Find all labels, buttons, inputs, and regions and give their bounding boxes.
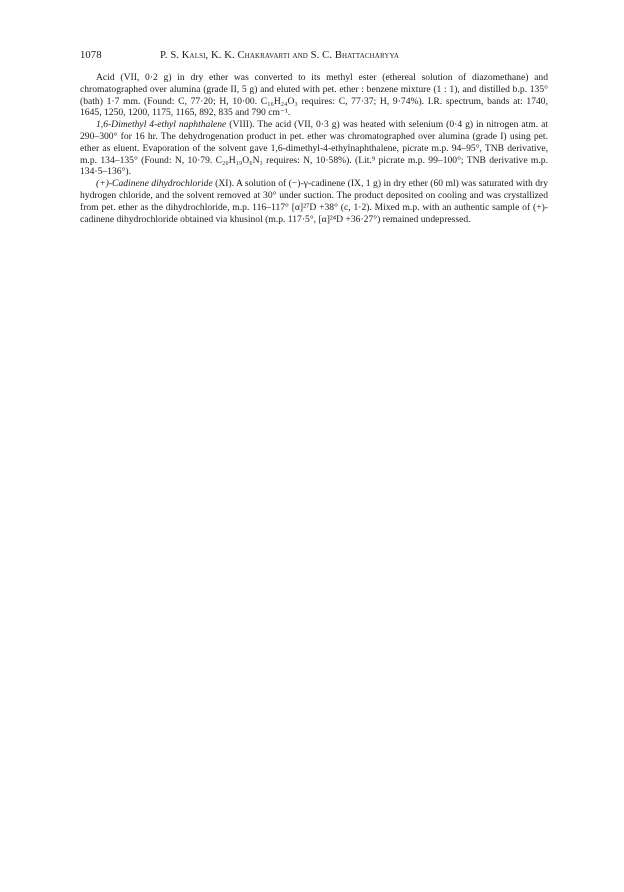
- paragraph-methyl-ester: [80, 72, 548, 119]
- paragraph-heading: 1,6-Dimethyl 4-ethyl naphthalene: [96, 119, 227, 131]
- page-number: 1078: [80, 50, 102, 61]
- paragraph-text: (XI). A solution of (−)-γ-cadinene (IX, 1 g) in dry ether (60 ml) was saturated with dry hydrogen chloride, and the solvent removed at 30° under suction. The product deposited on cooling and was crystallized from pet. ether as the dihydrochloride, m.p. 116–117° [α]²⁷D +38° (c, 1·2). Mixed m.p. with an authentic sample of (+)-cadinene dihydrochloride obtained via khusinol (m.p. 117·5°, [α]²⁴D +36·27°) remained undepressed.: [80, 178, 548, 225]
- author-running-head: P. S. Kalsi, K. K. Chakravarti and S. C. Bhattacharyya: [160, 50, 400, 61]
- paragraph-heading: (+)-Cadinene dihydrochloride: [96, 178, 213, 190]
- paragraph-text: (VIII). The acid (VII, 0·3 g) was heated with selenium (0·4 g) in nitrogen atm. at 290–300° for 16 hr. The dehydrogenation product in pet. ether was chromatographed over alumina (grade I) using pet. ether as eluent. Evaporation of the solvent gave 1,6-dimethyl-4-ethylnaphthalene, picrate m.p. 94–95°, TNB derivative, m.p. 134–135° (Found: N, 10·79. C₂₀H₁₉O₆N₃ requires: N, 10·58%). (Lit.⁹ picrate m.p. 99–100°; TNB derivative m.p. 134·5–136°).: [80, 119, 548, 178]
- running-header: [80, 50, 544, 66]
- paragraph-dimethyl-ethyl-naphthalene: [80, 119, 548, 178]
- article-body: [80, 72, 548, 225]
- paragraph-cadinene-dihydrochloride: [80, 178, 548, 225]
- paragraph-text: Acid (VII, 0·2 g) in dry ether was converted to its methyl ester (ethereal solution of diazomethane) and chromatographed over alumina (grade II, 5 g) and eluted with pet. ether : benzene mixture (1 : 1), and distilled b.p. 135°(bath) 1·7 mm. (Found: C, 77·20; H, 10·00. C₁₆H₂₄O₃ requires: C, 77·37; H, 9·74%). I.R. spectrum, bands at: 1740, 1645, 1250, 1200, 1175, 1165, 892, 835 and 790 cm⁻¹.: [80, 72, 548, 119]
